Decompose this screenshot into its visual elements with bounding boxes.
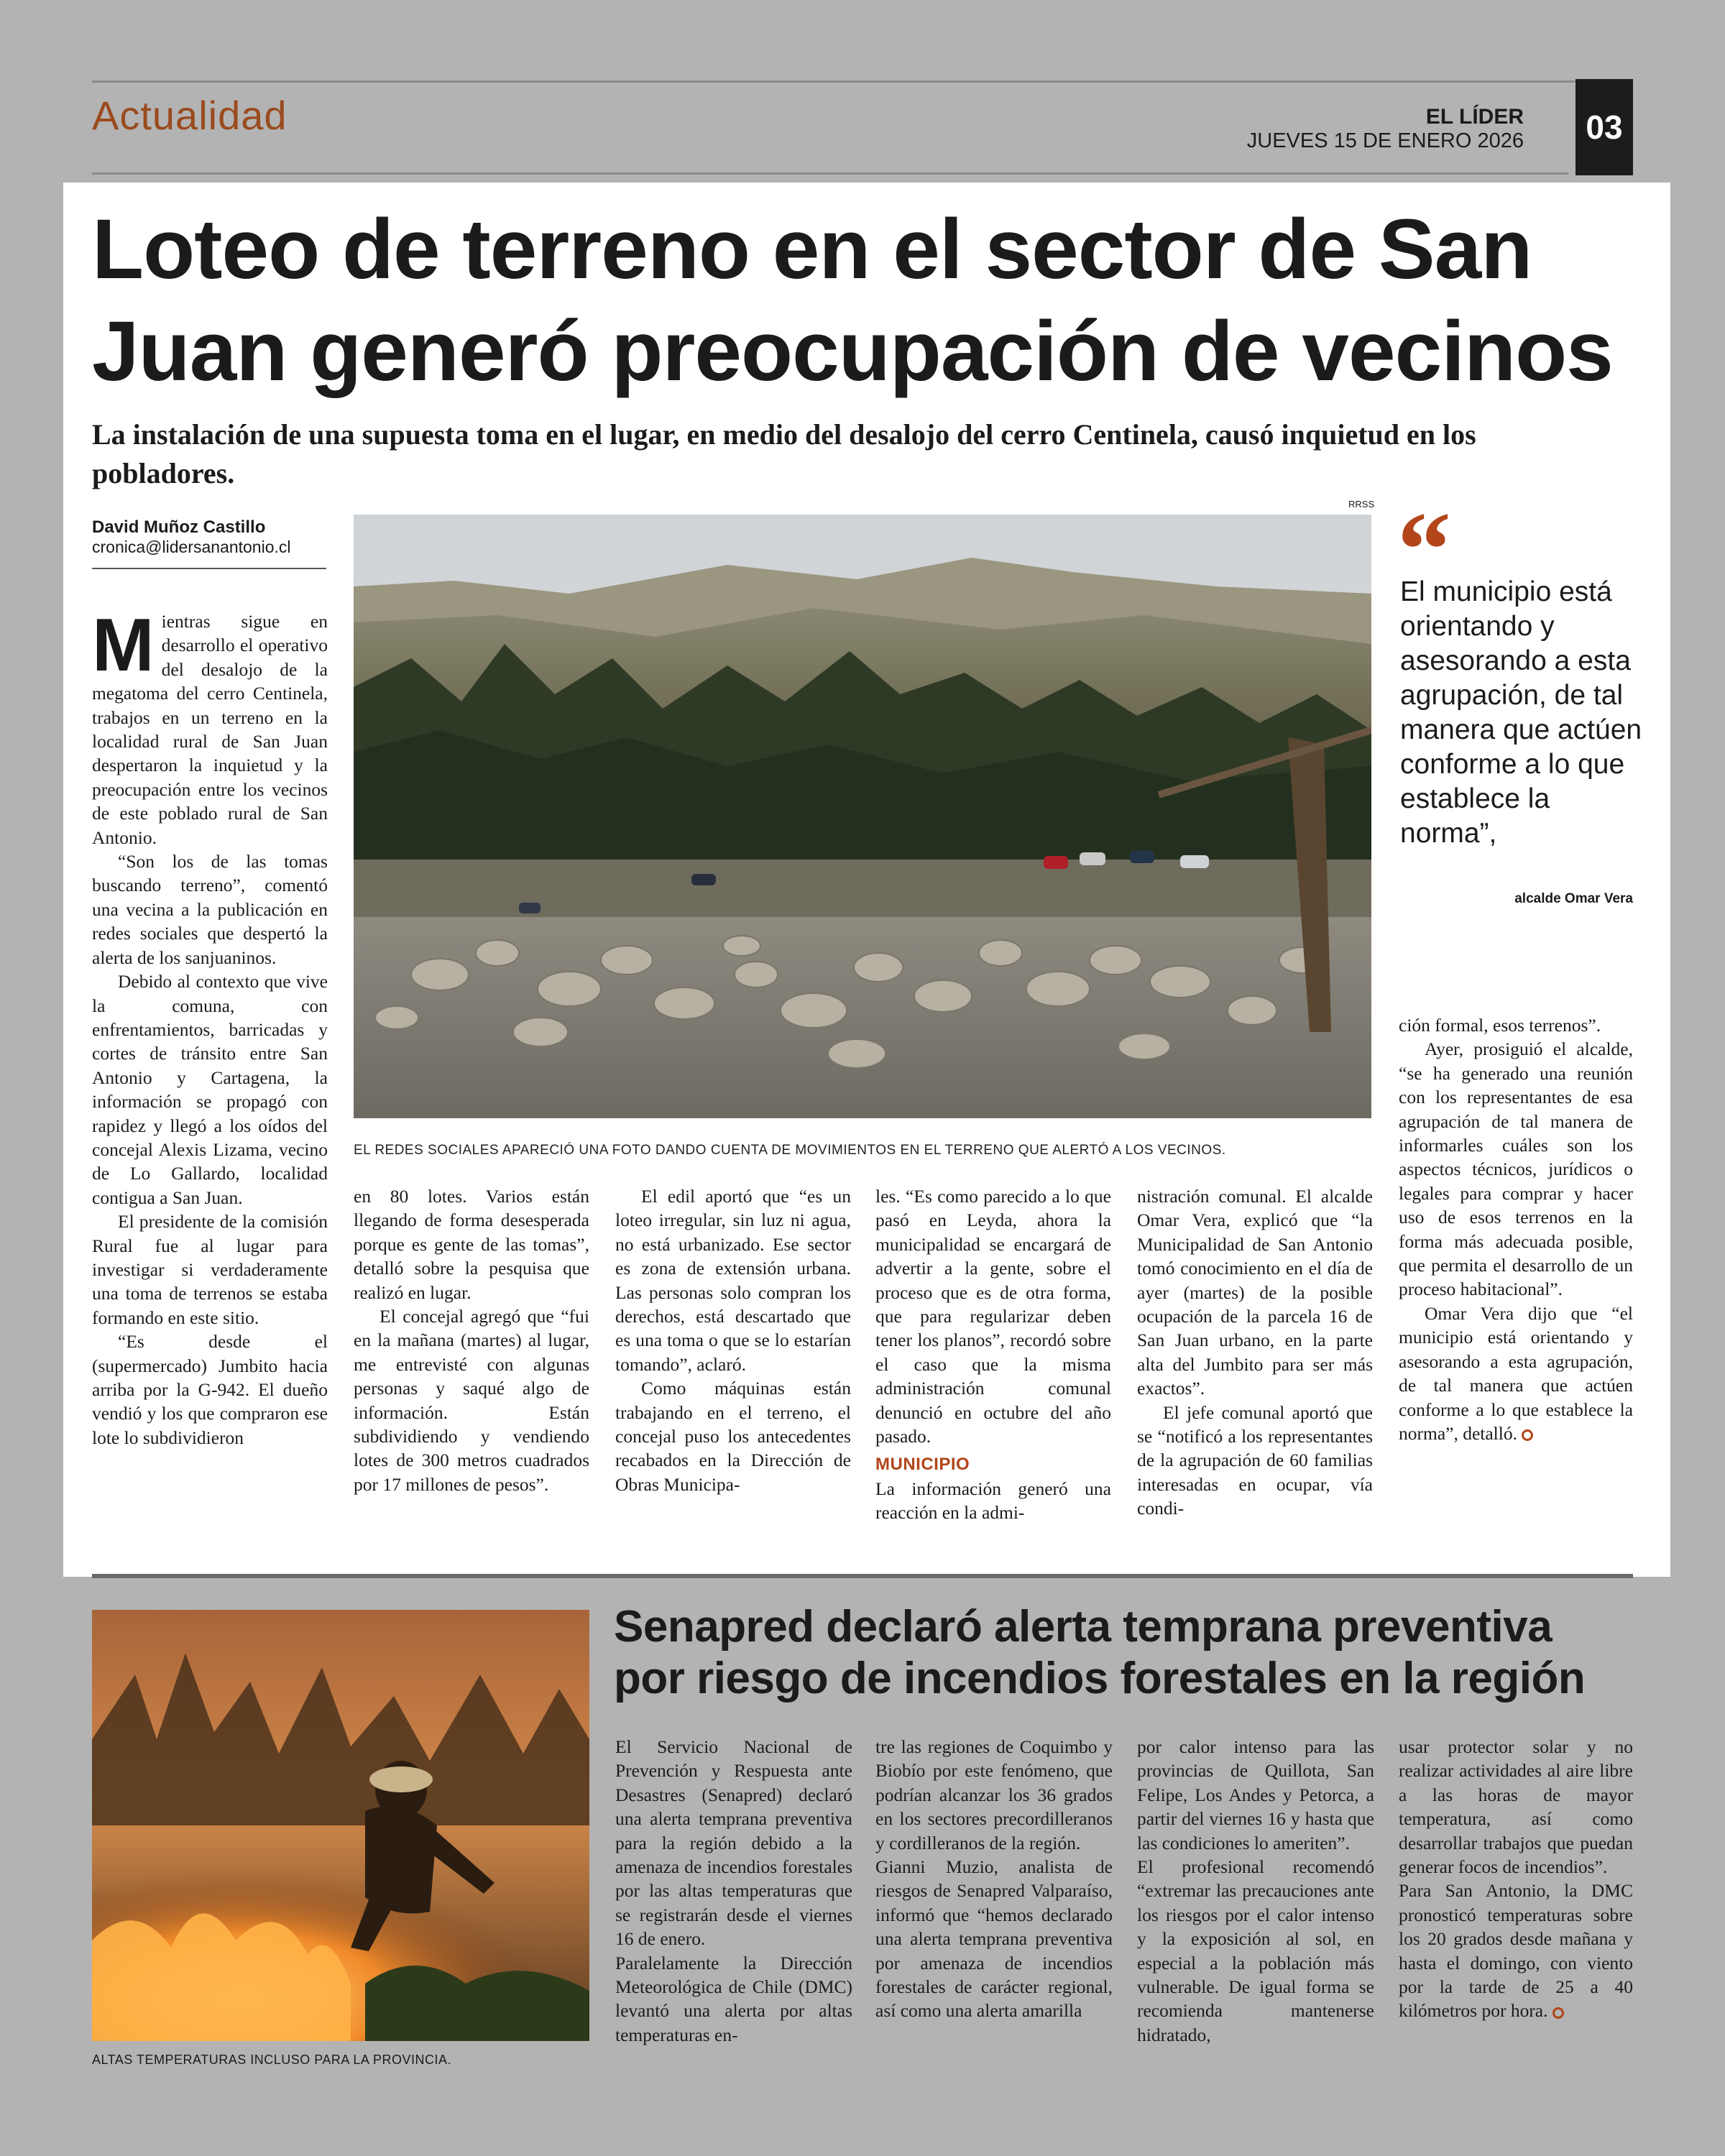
photo-caption-2: ALTAS TEMPERATURAS INCLUSO PARA LA PROVINCIA. — [92, 2053, 451, 2067]
paragraph: Mientras sigue en desarrollo el operativo del desalojo de la megatoma del cerro Centinela, trabajos en un terreno en la localidad rural de San Juan despertaron la inquietud y la preocupación entre los vecinos de este poblado rural de San Antonio. — [92, 604, 328, 848]
quote-mark-icon: “ — [1397, 490, 1451, 609]
paragraph: usar protector solar y no realizar actividades al aire libre a las horas de mayor temperatura, así como desarrollar trabajos que puedan generar focos de incendios”. — [1399, 1736, 1633, 1878]
issue-date: JUEVES 15 DE ENERO 2026 — [1246, 129, 1524, 152]
header-rule-top — [92, 80, 1633, 83]
paragraph: en 80 lotes. Varios están llegando de forma desesperada porque es gente de las tomas”, detalló sobre la pesquisa que realizó en lugar. — [354, 1186, 589, 1303]
pull-quote-attribution: alcalde Omar Vera — [1514, 891, 1633, 906]
page-number: 03 — [1576, 79, 1633, 175]
author-name: David Muñoz Castillo — [92, 517, 266, 537]
pull-quote: El municipio está orientando y asesorando a esta agrupación, de tal manera que actúen conforme a lo que establece la norma”, — [1400, 576, 1642, 849]
paragraph: ción formal, esos terrenos”. — [1399, 1015, 1601, 1036]
drop-cap: M — [92, 604, 155, 687]
article-column-2 — [354, 1184, 589, 1496]
article2-column-4 — [1399, 1735, 1633, 2023]
end-mark-icon — [1522, 1429, 1533, 1441]
paragraph: El concejal agregó que “fui en la mañana (martes) al lugar, me entrevisté con algunas personas y saqué algo de información. Están subdividiendo y vendiendo lotes de 300 metros cuadrados por 17 millones de pesos”. — [354, 1306, 589, 1495]
section-subhead: MUNICIPIO — [875, 1455, 970, 1475]
article-column-3 — [615, 1184, 851, 1496]
paragraph: Ayer, prosiguió el alcalde, “se ha generado una reunión con los representantes de esa agrupación de tal manera de informarles cuáles son los aspectos técnicos, jurídicos o legales para comprar y hacer uso de esos terrenos en la forma más adecuada posible, que permita el desarrollo de un proceso habitacional”. — [1399, 1038, 1633, 1300]
paragraph: Para San Antonio, la DMC pronosticó temperaturas sobre los 20 grados desde mañana y hasta el domingo, con viento por la tarde de 25 a 40 kilómetros por hora. — [1399, 1880, 1633, 2022]
paragraph: tre las regiones de Coquimbo y Biobío por este fenómeno, que podrían alcanzar los 36 grados en los sectores precordilleranos y cordilleranos de la región. — [875, 1736, 1113, 1853]
article-headline: Loteo de terreno en el sector de San Juan generó preocupación de vecinos — [92, 202, 1613, 399]
paragraph: les. “Es como parecido a lo que pasó en Leyda, ahora la municipalidad se encargará de advertir a la gente, sobre el proceso que es de otra forma, que para regularizar deben tener los planos”, recordó sobre el caso que la misma administración comunal denunció en octubre del año pasado. — [875, 1186, 1111, 1447]
paragraph: Omar Vera dijo que “el municipio está orientando y asesorando a esta agrupación, de tal manera que actúen conforme a lo que establece la norma”, detalló. — [1399, 1302, 1633, 1444]
article-column-6 — [1399, 1013, 1633, 1445]
article-column-1 — [92, 604, 328, 1450]
paragraph: Como máquinas están trabajando en el terreno, el concejal puso los antecedentes recabados en la Dirección de Obras Municipa- — [615, 1378, 851, 1495]
photo-credit: RRSS — [1348, 499, 1375, 510]
paragraph: El edil aportó que “es un loteo irregular, sin luz ni agua, no está urbanizado. Ese sector es zona de extensión urbana. Las personas solo compran los derechos, está descartado que es una toma o que se lo estarían tomando”, aclaró. — [615, 1186, 851, 1375]
paragraph: “Son los de las tomas buscando terreno”, comentó una vecina a la publicación en redes sociales que despertó la alerta de los sanjuaninos. — [92, 851, 328, 968]
end-mark-icon — [1552, 2007, 1564, 2019]
article-column-4 — [875, 1184, 1111, 1525]
article2-column-3 — [1137, 1735, 1374, 2047]
paragraph: El profesional recomendó “extremar las precauciones ante los riesgos por el calor intenso y la exposición al sol, en especial a la población más vulnerable. De igual forma se recomienda mantenerse hidratado, — [1137, 1856, 1374, 2045]
paragraph: “Es desde el (supermercado) Jumbito hacia arriba por la G-942. El dueño vendió y los que compraron ese lote lo subdividieron — [92, 1331, 328, 1448]
paragraph: Debido al contexto que vive la comuna, con enfrentamientos, barricadas y cortes de tránsito entre San Antonio y Cartagena, la información se propagó con rapidez y llegó a los oídos del concejal Alexis Lizama, vecino de Lo Gallardo, localidad contigua a San Juan. — [92, 971, 328, 1208]
article-photo-fire — [92, 1610, 589, 2041]
paragraph: Gianni Muzio, analista de riesgos de Senapred Valparaíso, informó que “hemos declarado una alerta temprana preventiva por amenaza de incendios forestales de carácter regional, así como una alerta amarilla — [875, 1856, 1113, 2022]
paragraph: Paralelamente la Dirección Meteorológica de Chile (DMC) levantó una alerta por altas temperaturas en- — [615, 1952, 852, 2045]
byline-rule — [92, 568, 326, 569]
fire-illustration — [92, 1610, 589, 2041]
newspaper-name: EL LÍDER — [1425, 105, 1524, 129]
terrain-illustration — [354, 515, 1371, 1118]
article2-column-1 — [615, 1735, 852, 2047]
article-separator — [92, 1574, 1633, 1578]
author-email[interactable]: cronica@lidersanantonio.cl — [92, 538, 291, 556]
article2-column-2 — [875, 1735, 1113, 2023]
paragraph: El presidente de la comisión Rural fue al lugar para investigar si verdaderamente una toma de terrenos se estaba formando en este sitio. — [92, 1211, 328, 1328]
paragraph: nistración comunal. El alcalde Omar Vera, explicó que “la Municipalidad de San Antonio tomó conocimiento en el día de ayer (martes) de la posible ocupación de la parcela 16 de San Juan urbano, en la parte alta del Jumbito para ser más exactos”. — [1137, 1186, 1373, 1399]
paragraph: El jefe comunal aportó que se “notificó a los representantes de la agrupación de 60 familias interesadas en ocupar, vía condi- — [1137, 1401, 1373, 1519]
article-column-5 — [1137, 1184, 1373, 1521]
paragraph: por calor intenso para las provincias de Quillota, San Felipe, Los Andes y Petorca, a partir del viernes 16 y hasta que las condiciones lo ameriten”. — [1137, 1736, 1374, 1853]
paragraph: El Servicio Nacional de Prevención y Respuesta ante Desastres (Senapred) declaró una alerta temprana preventiva para la región debido a la amenaza de incendios forestales por las altas temperaturas que se registrarán desde el viernes 16 de enero. — [615, 1736, 852, 1950]
photo-caption: EL REDES SOCIALES APARECIÓ UNA FOTO DANDO CUENTA DE MOVIMIENTOS EN EL TERRENO QUE ALERTÓ A LOS VECINOS. — [354, 1143, 1226, 1158]
article2-headline: Senapred declaró alerta temprana preventiva por riesgo de incendios forestales en la región — [614, 1602, 1586, 1703]
header-rule-bottom — [92, 172, 1568, 175]
paragraph: La información generó una reacción en la admi- — [875, 1478, 1111, 1524]
article-subhead: La instalación de una supuesta toma en el lugar, en medio del desalojo del cerro Centinela, causó inquietud en los pobladores. — [92, 418, 1476, 489]
section-title: Actualidad — [92, 93, 288, 138]
article-photo-terrain — [354, 515, 1371, 1118]
